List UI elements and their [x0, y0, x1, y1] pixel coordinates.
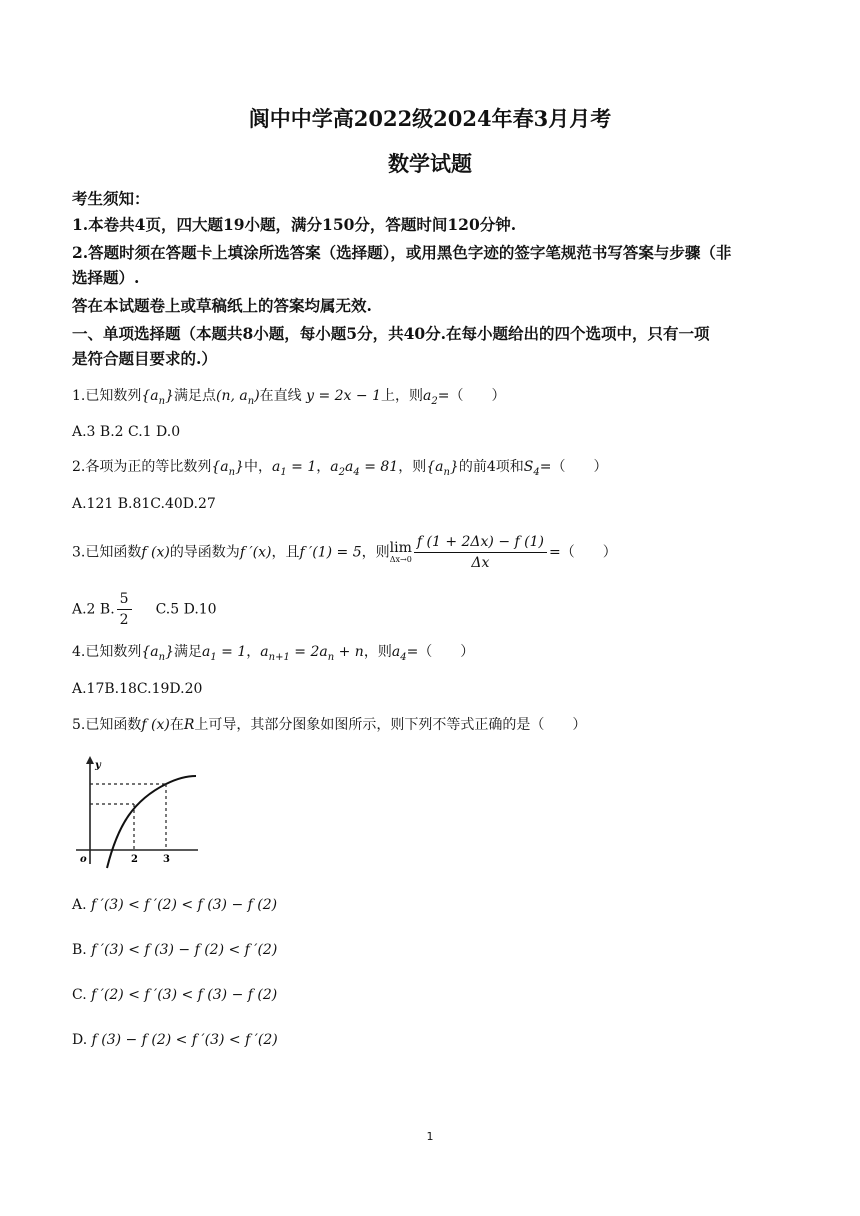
section-heading-a: 一、单项选择题（本题共8小题，每小题5分，共40分.在每小题给出的四个选项中，只有一项	[72, 324, 710, 343]
question-3-options: A.2 B. $\frac{5}{2}$ C.5 D.10	[72, 591, 217, 628]
formula-an: $\{a_n\}$	[426, 459, 459, 478]
formula-option-a: f ′(3) < f ′(2) < f (3) − f (2)	[86, 897, 278, 913]
question-5: 5.已知函数f (x)在R上可导，其部分图象如图所示，则下列不等式正确的是（ ）	[72, 717, 587, 733]
function-curve	[107, 776, 196, 868]
y-axis-arrow	[86, 756, 94, 764]
notice-item-2a: 2.答题时须在答题卡上填涂所选答案（选择题），或用黑色字迹的签字笔规范书写答案与步骤（非	[72, 243, 732, 262]
question-5-option-c: C. f ′(2) < f ′(3) < f (3) − f (2)	[72, 987, 278, 1003]
notice-item-2b: 选择题）.	[72, 268, 140, 287]
formula-a2a4: $a_2a_4 = 81$	[330, 459, 399, 478]
section-heading-b: 是符合题目要求的.）	[72, 349, 217, 368]
exam-subtitle: 数学试题	[388, 151, 472, 176]
x-tick-2: 2	[131, 854, 138, 865]
notice-heading: 考生须知：	[72, 189, 150, 208]
page-number: 1	[426, 1130, 434, 1143]
question-5-option-d: D. f (3) − f (2) < f ′(3) < f ′(2)	[72, 1032, 278, 1048]
formula-option-c: f ′(2) < f ′(3) < f (3) − f (2)	[86, 987, 278, 1003]
formula-recurrence: $a_{n+1} = 2a_n + n$	[260, 644, 364, 663]
formula-fx: f (x)	[141, 544, 170, 561]
limit-fraction: $\frac{f (1 + 2\Delta x) - f (1)}{\Delta x}$	[414, 532, 547, 573]
x-tick-3: 3	[163, 854, 170, 865]
notice-item-1: 1.本卷共4页，四大题19小题，满分150分，答题时间120分钟.	[72, 215, 517, 234]
formula-line: y = 2x − 1	[301, 388, 381, 404]
formula-fp1: f ′(1) = 5	[299, 544, 362, 561]
formula-R: R	[183, 717, 195, 733]
question-2-options: A.121 B.81C.40D.27	[72, 496, 216, 512]
formula-a1: $a_1 = 1$	[272, 459, 317, 478]
limit-symbol: lim Δx→0	[389, 539, 412, 564]
question-4-options: A.17B.18C.19D.20	[72, 681, 203, 697]
formula-point: (n, $a_n$)	[216, 388, 260, 407]
formula-an: $\{a_n\}$	[141, 644, 174, 663]
origin-label: o	[80, 854, 87, 865]
question-1-options: A.3 B.2 C.1 D.0	[72, 424, 181, 440]
question-1: 1.已知数列$\{a_n\}$满足点(n, $a_n$)在直线 y = 2x − 1上，则$a_2=$（ ）	[72, 388, 506, 407]
question-5-option-b: B. f ′(3) < f (3) − f (2) < f ′(2)	[72, 942, 278, 958]
function-graph	[70, 754, 202, 870]
question-2: 2.各项为正的等比数列$\{a_n\}$中，$a_1 = 1$，$a_2a_4 = 81$，则$\{a_n\}$的前4项和$S_4=$（ ）	[72, 459, 608, 478]
fraction-five-halves: $\frac{5}{2}$	[117, 589, 132, 630]
question-3: 3.已知函数f (x)的导函数为f ′(x)，且f ′(1) = 5，则lim Δx→0 $\frac{f (1 + 2\Delta x) - f (1)}{\Delta x}$ =（ ）	[72, 534, 617, 571]
exam-title: 阆中中学高2022级2024年春3月月考	[248, 106, 612, 131]
question-4: 4.已知数列$\{a_n\}$满足$a_1 = 1$，$a_{n+1} = 2a_n + n$，则$a_4=$（ ）	[72, 644, 475, 663]
formula-an: $\{a_n\}$	[211, 459, 244, 478]
formula-a1: $a_1 = 1$	[202, 644, 247, 663]
formula-a4: $a_4$	[391, 644, 407, 663]
formula-an: $\{a_n\}$	[141, 388, 174, 407]
formula-fx: f (x)	[141, 717, 170, 733]
question-5-option-a: A. f ′(3) < f ′(2) < f (3) − f (2)	[72, 897, 278, 913]
formula-option-b: f ′(3) < f (3) − f (2) < f ′(2)	[86, 942, 278, 958]
y-label: y	[95, 760, 101, 771]
notice-item-3: 答在本试题卷上或草稿纸上的答案均属无效.	[72, 296, 372, 315]
formula-fpx: f ′(x)	[239, 544, 272, 561]
formula-option-d: f (3) − f (2) < f ′(3) < f ′(2)	[87, 1032, 278, 1048]
formula-a2: $a_2$	[423, 388, 438, 407]
formula-s4: $S_4$	[523, 459, 540, 478]
